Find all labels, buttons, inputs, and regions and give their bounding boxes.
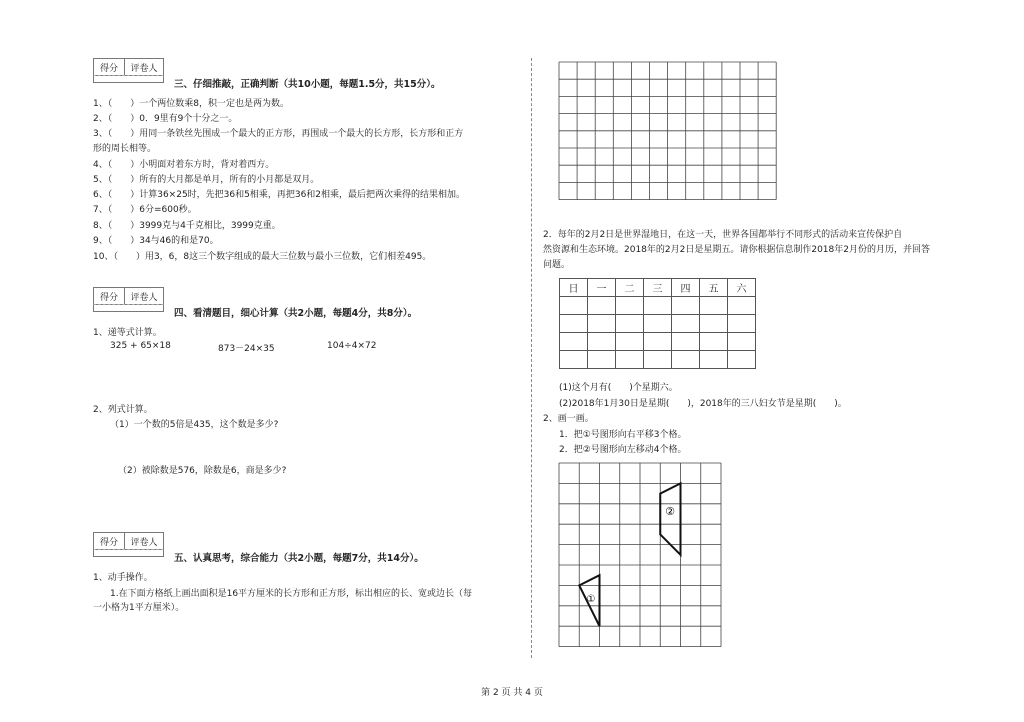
section4-q2: 2、列式计算。 (93, 405, 153, 415)
calc-3: 104÷4×72 (327, 341, 377, 351)
shape-2-label: ② (665, 505, 675, 518)
weekday-fri: 五 (700, 279, 728, 297)
weekday-wed: 三 (644, 279, 672, 297)
shape-1-label: ① (586, 594, 596, 605)
calendar-cell[interactable] (644, 315, 672, 333)
grid-lines (559, 463, 721, 647)
calendar-cell[interactable] (700, 333, 728, 351)
calendar-cell[interactable] (588, 315, 616, 333)
judge-item-5: 5、（ ）所有的大月都是单月，所有的小月都是双月。 (93, 175, 320, 185)
calendar-cell[interactable] (728, 351, 756, 369)
section4-q1: 1、递等式计算。 (93, 328, 162, 338)
calendar-header-row (560, 279, 756, 297)
calendar-cell[interactable] (588, 333, 616, 351)
calc-2: 873－24×35 (218, 344, 275, 354)
judge-item-9: 9、（ ）34与46的和是70。 (93, 236, 219, 246)
calendar-cell[interactable] (588, 351, 616, 369)
calendar-cell[interactable] (560, 351, 588, 369)
calendar-cell[interactable] (700, 297, 728, 315)
calendar-cell[interactable] (728, 315, 756, 333)
drawing-grid (559, 463, 721, 647)
judge-item-8: 8、（ ）3999克与4千克相比，3999克重。 (93, 221, 281, 231)
calendar-cell[interactable] (560, 297, 588, 315)
section4-q2a: （1）一个数的5倍是435，这个数是多少? (110, 420, 279, 430)
calendar-cell[interactable] (616, 333, 644, 351)
answer-grid-top (559, 62, 779, 202)
calendar-cell[interactable] (644, 351, 672, 369)
calendar-cell[interactable] (560, 333, 588, 351)
draw-instruction-1: 1．把①号图形向右平移3个格。 (559, 430, 687, 440)
calendar-cell[interactable] (616, 315, 644, 333)
reviewer-label: 评卷人 (130, 63, 158, 74)
calendar-table (559, 278, 756, 369)
score-box-section4 (93, 287, 164, 305)
calendar-cell[interactable] (700, 315, 728, 333)
weekday-sun: 日 (560, 279, 588, 297)
calendar-cell[interactable] (588, 297, 616, 315)
draw-instruction-2: 2．把②号图形向左移动4个格。 (559, 445, 687, 455)
section4-title: 四、看清题目，细心计算（共2小题，每题4分，共8分）。 (174, 308, 418, 319)
weekday-mon: 一 (588, 279, 616, 297)
calendar-cell[interactable] (728, 333, 756, 351)
judge-item-6: 6、（ ）计算36×25时，先把36和5相乘，再把36和2相乘，最后把两次乘得的结果相加。 (93, 190, 466, 200)
calendar-cell[interactable] (644, 333, 672, 351)
weekday-sat: 六 (728, 279, 756, 297)
score-label: 得分 (94, 59, 125, 75)
calendar-cell[interactable] (728, 297, 756, 315)
reviewer-label: 评卷人 (130, 537, 158, 548)
judge-item-3-cont: 形的周长相等。 (93, 144, 157, 154)
calendar-cell[interactable] (644, 297, 672, 315)
calendar-cell[interactable] (672, 351, 700, 369)
wetland-q-line3: 问题。 (543, 260, 571, 270)
weekday-tue: 二 (616, 279, 644, 297)
weekday-thu: 四 (672, 279, 700, 297)
calendar-row (560, 297, 756, 315)
calendar-sub1: (1)这个月有( )个星期六。 (559, 383, 678, 393)
column-divider (531, 58, 532, 658)
calendar-row (560, 351, 756, 369)
calendar-cell[interactable] (616, 351, 644, 369)
shape-2-quadrilateral (660, 483, 680, 554)
calendar-cell[interactable] (560, 315, 588, 333)
judge-item-1: 1、（ ）一个两位数乘8，积一定也是两为数。 (93, 99, 289, 109)
score-box-section3 (93, 58, 164, 76)
calendar-cell[interactable] (700, 351, 728, 369)
draw-title: 2、画一画。 (543, 414, 594, 424)
judge-item-3: 3、（ ）用同一条铁丝先围成一个最大的正方形，再围成一个最大的长方形，长方形和正方 (93, 129, 464, 139)
calendar-cell[interactable] (616, 297, 644, 315)
wetland-q-line1: 2．每年的2月2日是世界湿地日，在这一天，世界各国都举行不同形式的活动来宣传保护自 (543, 230, 903, 240)
judge-item-2: 2、（ ）0．9里有9个十分之一。 (93, 114, 238, 124)
section5-q1: 1、动手操作。 (93, 573, 153, 583)
score-label: 得分 (94, 533, 125, 549)
section5-q1-text1: 1.在下面方格纸上画出面积是16平方厘米的长方形和正方形，标出相应的长、宽或边长（每 (110, 589, 473, 599)
grid-lines (559, 62, 776, 200)
section4-q2b: （2）被除数是576，除数是6，商是多少? (118, 466, 287, 476)
section3-title: 三、仔细推敲，正确判断（共10小题，每题1.5分，共15分）。 (174, 79, 441, 90)
calc-1: 325 + 65×18 (110, 341, 171, 351)
judge-item-4: 4、（ ）小明面对着东方时，背对着西方。 (93, 160, 275, 170)
calendar-row (560, 333, 756, 351)
score-box-section5 (93, 532, 164, 550)
score-label: 得分 (94, 288, 125, 304)
calendar-sub2: (2)2018年1月30日是星期( )，2018年的三八妇女节是星期( )。 (559, 399, 847, 409)
calendar-cell[interactable] (672, 315, 700, 333)
judge-item-7: 7、（ ）6分=600秒。 (93, 205, 197, 215)
section5-title: 五、认真思考，综合能力（共2小题，每题7分，共14分）。 (174, 553, 424, 564)
wetland-q-line2: 然资源和生态环境。2018年的2月2日是星期五。请你根据信息制作2018年2月份的月历，并回答 (543, 245, 930, 255)
judge-item-10: 10、（ ）用3，6，8这三个数字组成的最大三位数与最小三位数，它们相差495。 (93, 252, 432, 262)
calendar-row (560, 315, 756, 333)
calendar-cell[interactable] (672, 333, 700, 351)
page-footer: 第 2 页 共 4 页 (481, 688, 543, 698)
reviewer-label: 评卷人 (130, 292, 158, 303)
section5-q1-text2: 一小格为1平方厘米）。 (93, 603, 185, 613)
calendar-cell[interactable] (672, 297, 700, 315)
